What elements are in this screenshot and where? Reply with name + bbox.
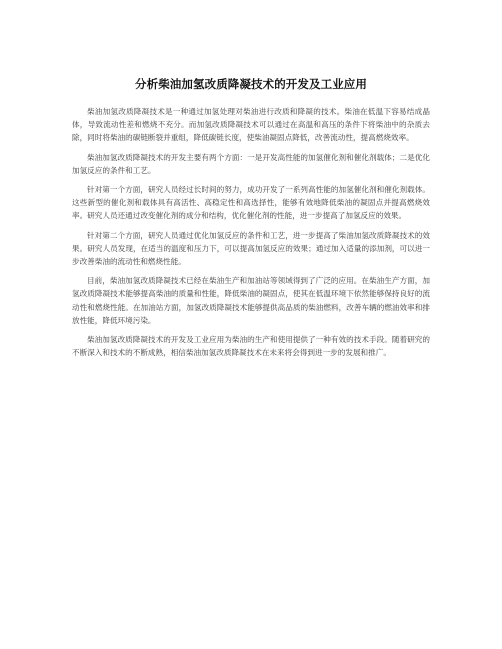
paragraph-two-aspects: 柴油加氢改质降凝技术的开发主要有两个方面：一是开发高性能的加氢催化剂和催化剂载体；二是优化加氢反应的条件和工艺。 [72,152,430,175]
document-title: 分析柴油加氢改质降凝技术的开发及工业应用 [135,77,367,91]
paragraph-conclusion: 柴油加氢改质降凝技术的开发及工业应用为柴油的生产和使用提供了一种有效的技术手段。随着研究的不断深入和技术的不断成熟，相信柴油加氢改质降凝技术在未来将会得到进一步的发展和推广。 [72,335,430,358]
paragraph-application: 目前，柴油加氢改质降凝技术已经在柴油生产和加油站等领域得到了广泛的应用。在柴油生产方面，加氢改质降凝技术能够提高柴油的质量和性能，降低柴油的凝固点，使其在低温环境下依然能够保持良好的流动性和燃烧性能。在加油站方面，加氢改质降凝技术能够提供高品质的柴油燃料，改善车辆的燃油效率和排放性能，降低环境污染。 [72,276,430,325]
paragraph-catalyst: 针对第一个方面，研究人员经过长时间的努力，成功开发了一系列高性能的加氢催化剂和催化剂载体。这些新型的催化剂和载体具有高活性、高稳定性和高选择性，能够有效地降低柴油的凝固点并提高燃烧效率。研究人员还通过改变催化剂的成分和结构，优化催化剂的性能，进一步提高了加氢反应的效果。 [72,185,430,221]
paragraph-process: 针对第二个方面，研究人员通过优化加氢反应的条件和工艺，进一步提高了柴油加氢改质降凝技术的效果。研究人员发现，在适当的温度和压力下，可以提高加氢反应的效果；通过加入适量的添加剂，可以进一步改善柴油的流动性和燃烧性能。 [72,230,430,267]
paragraph-intro: 柴油加氢改质降凝技术是一种通过加氢处理对柴油进行改质和降凝的技术。柴油在低温下容易结成晶体，导致流动性差和燃烧不充分。而加氢改质降凝技术可以通过在高温和高压的条件下将柴油中的杂质去除，同时将柴油的碳链断裂并重组，降低碳链长度，使柴油凝固点降低，改善流动性，提高燃烧效率。 [72,107,430,143]
